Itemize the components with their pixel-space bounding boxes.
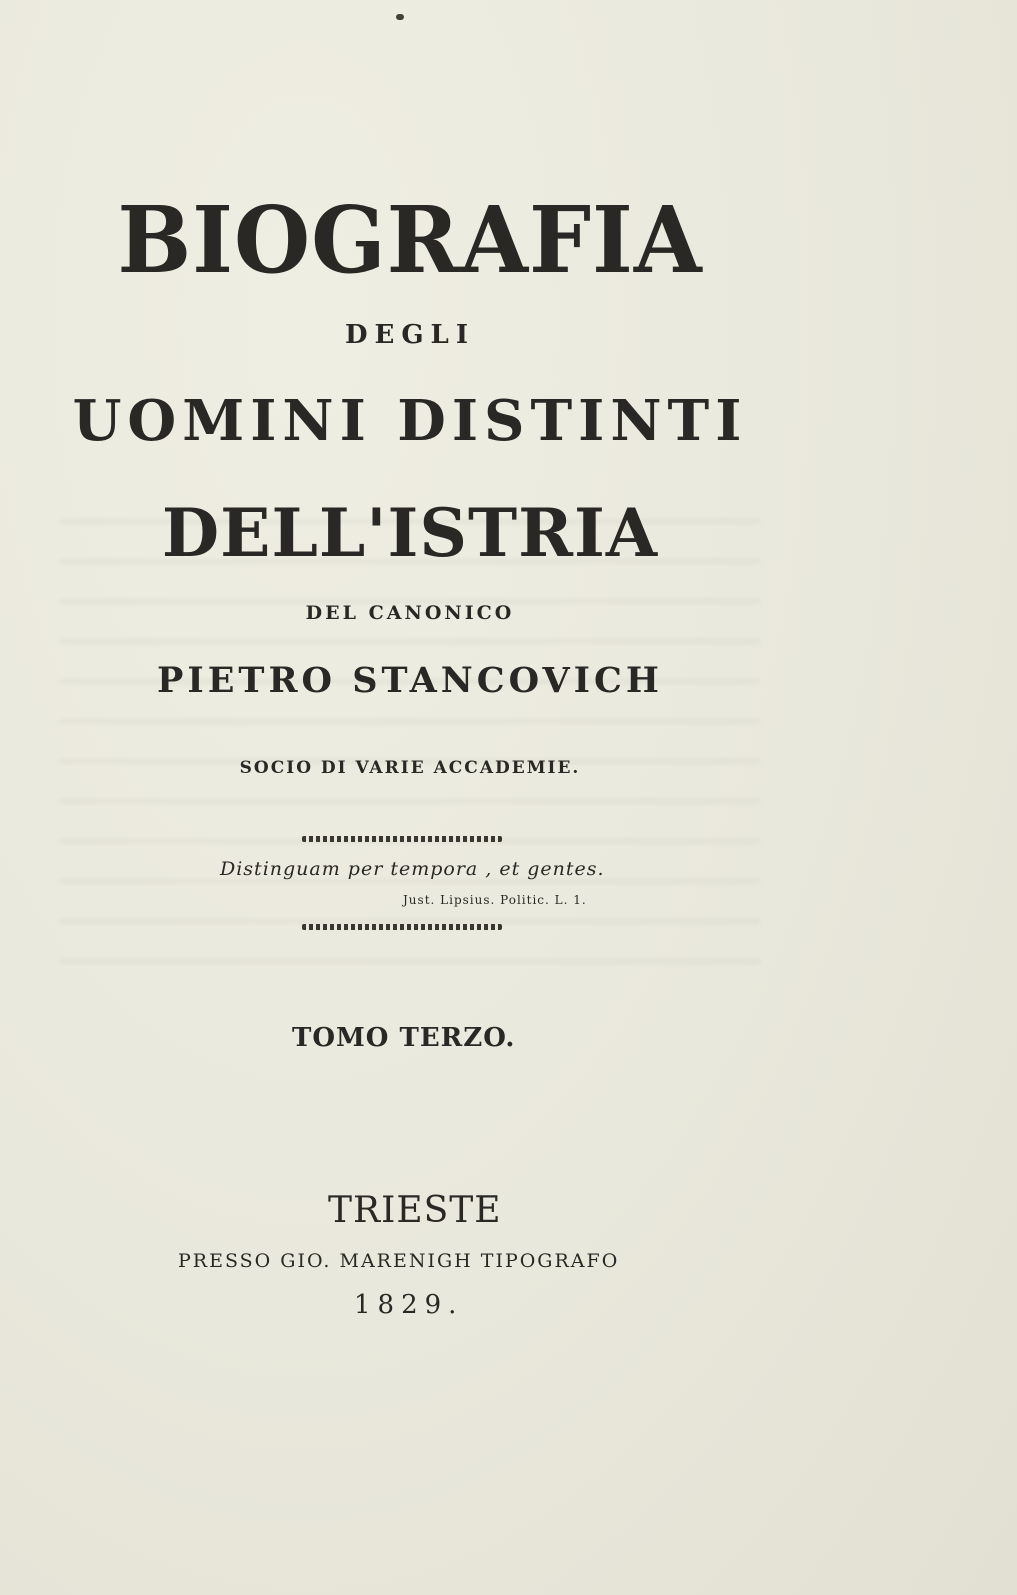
- epigraph-source: Just. Lipsius. Politic. L. 1.: [403, 893, 587, 907]
- book-title: BIOGRAFIA: [117, 186, 703, 294]
- ornamental-rule-bottom: [302, 924, 502, 930]
- bleed-through-text: [60, 500, 760, 980]
- title-degli: DEGLI: [344, 320, 475, 350]
- volume-label: TOMO TERZO.: [292, 1023, 516, 1053]
- title-uomini-distinti: UOMINI DISTINTI: [72, 388, 748, 454]
- ink-speck: [396, 14, 404, 20]
- author-name: PIETRO STANCOVICH: [157, 660, 663, 701]
- ornamental-rule-top: [302, 836, 502, 842]
- author-affiliation: SOCIO DI VARIE ACCADEMIE.: [239, 758, 581, 778]
- imprint-printer: PRESSO GIO. MARENIGH TIPOGRAFO: [178, 1250, 620, 1272]
- epigraph-text: Distinguam per tempora , et gentes.: [220, 858, 605, 880]
- imprint-year: 1829.: [354, 1290, 464, 1320]
- author-prefix: DEL CANONICO: [305, 602, 515, 624]
- title-istria: DELL'ISTRIA: [161, 494, 659, 572]
- imprint-city: TRIESTE: [328, 1190, 502, 1231]
